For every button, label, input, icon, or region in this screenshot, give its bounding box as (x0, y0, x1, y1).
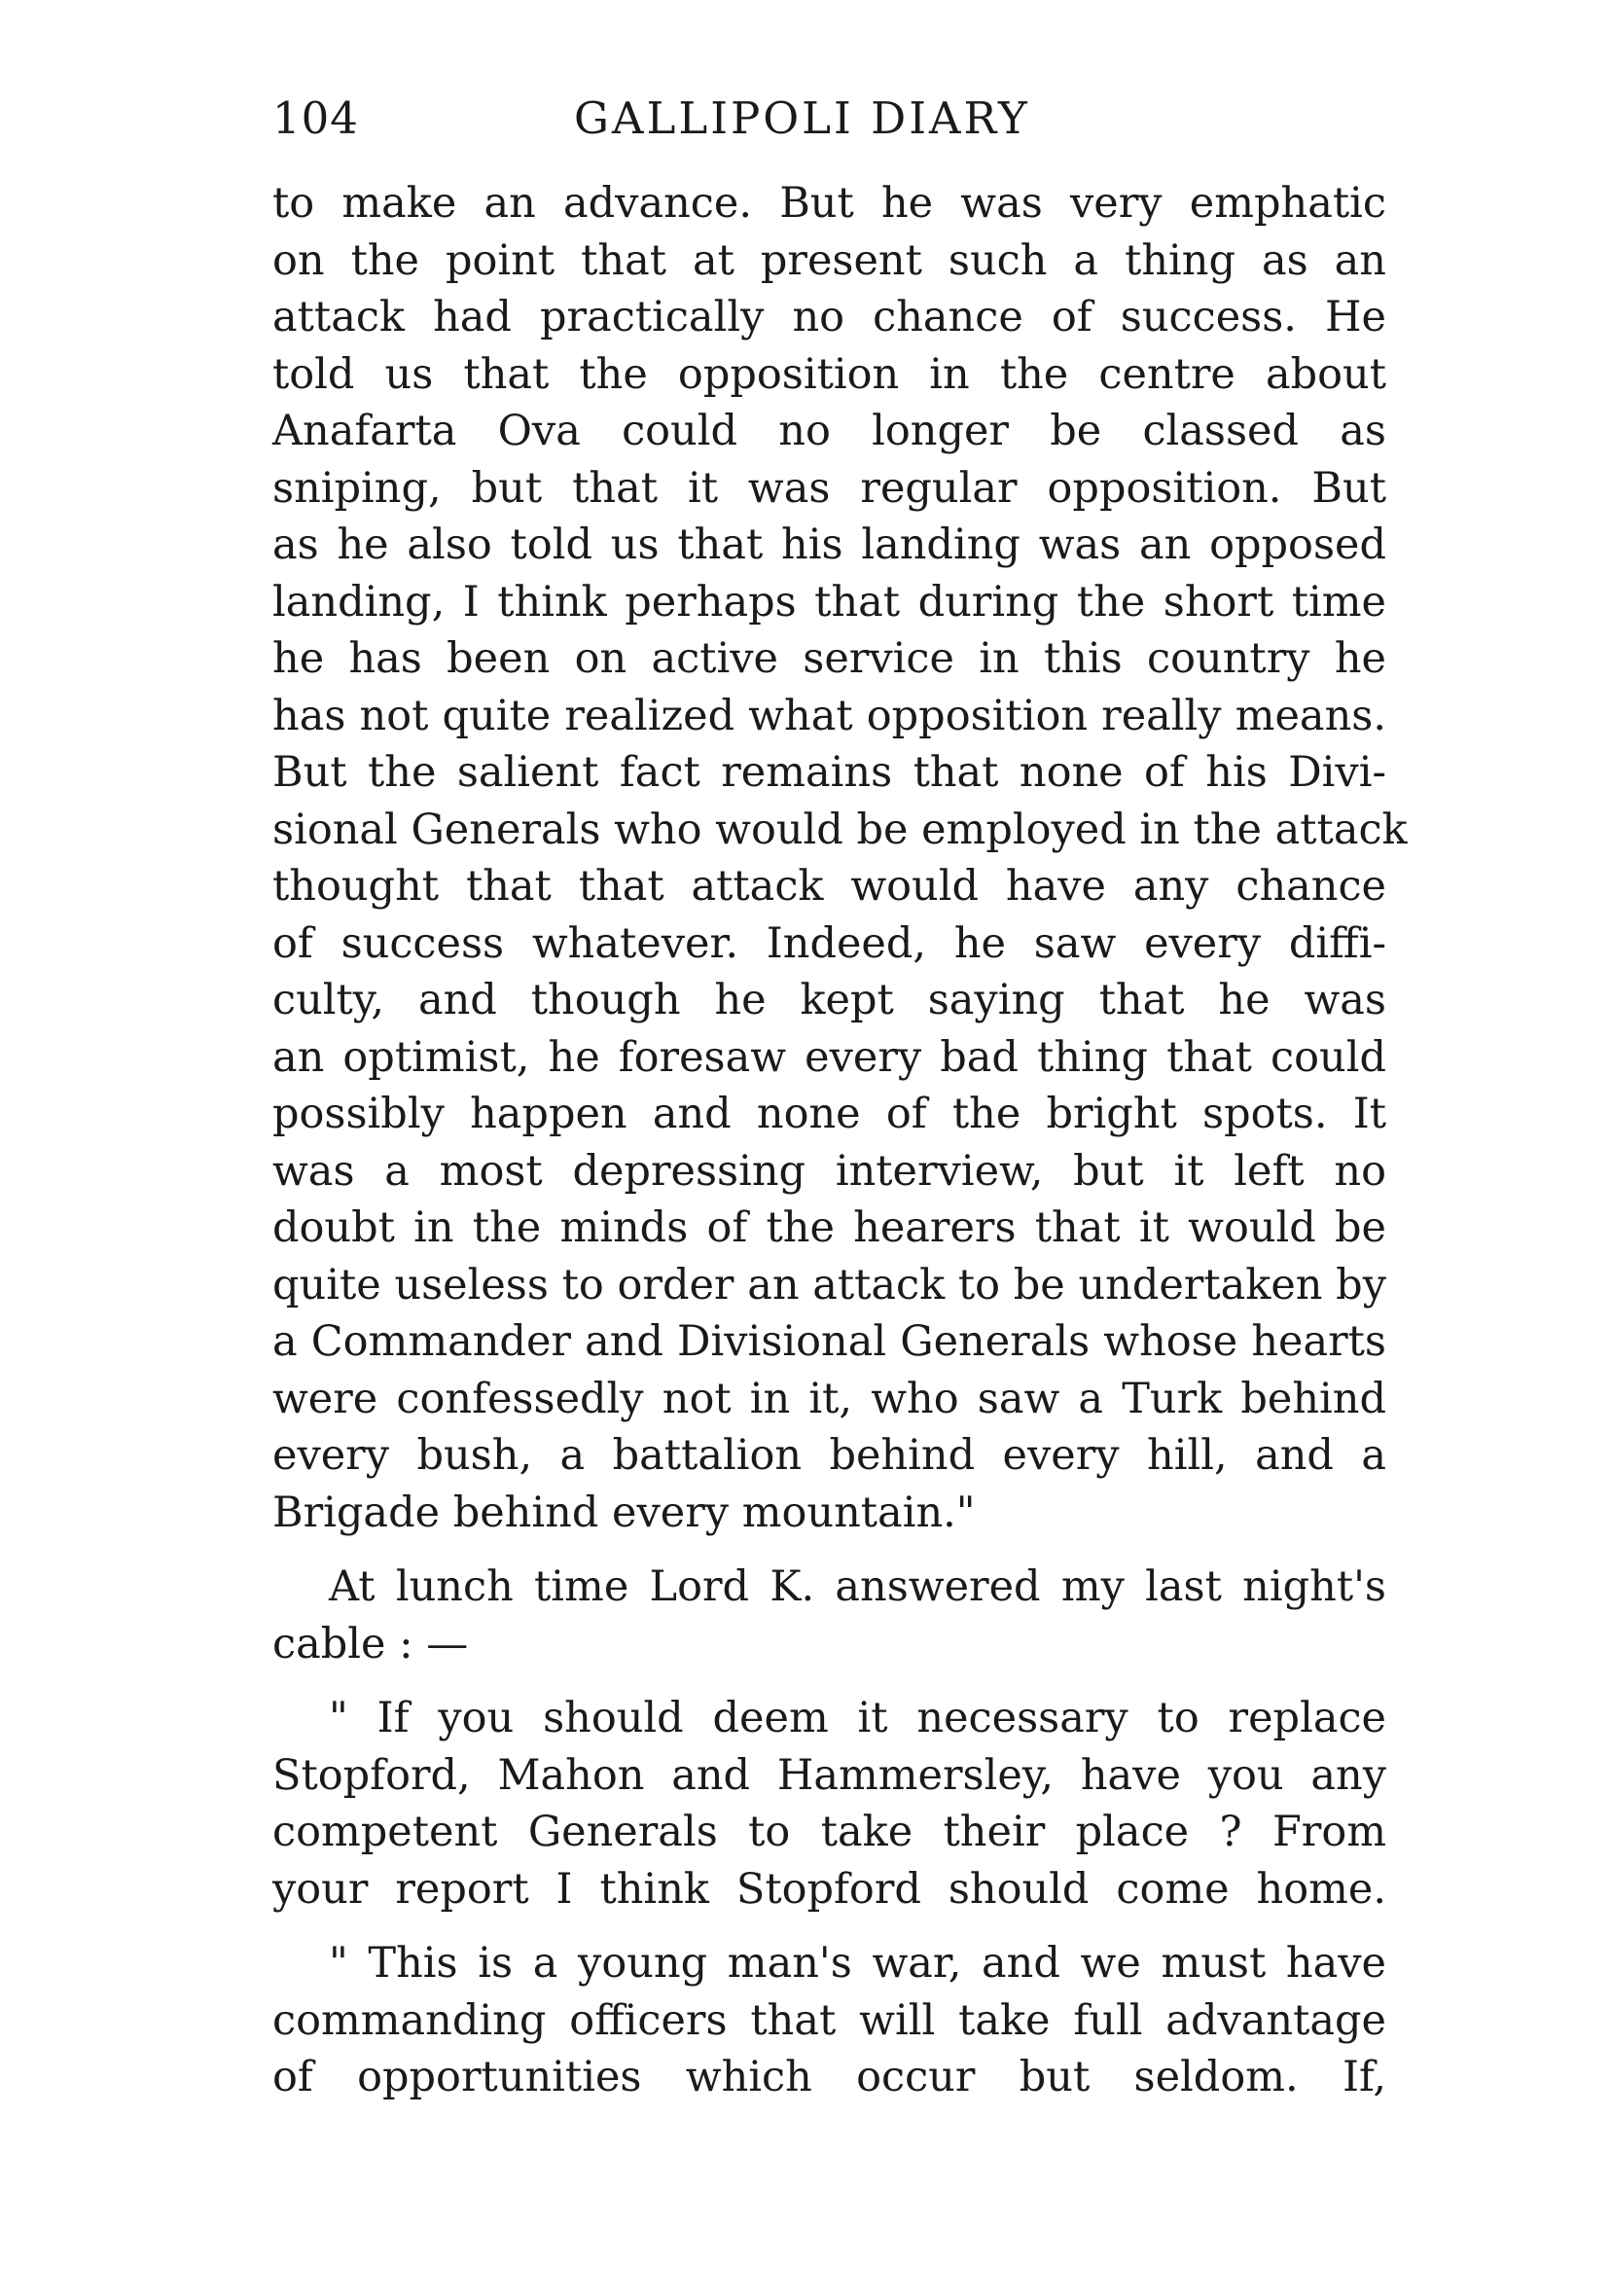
text-line: your report I think Stopford should come home. (272, 1864, 1386, 1914)
text-line: were confessedly not in it, who saw a Turk behind (272, 1374, 1386, 1423)
text-line: cable : — (272, 1619, 469, 1668)
text-line: doubt in the minds of the hearers that it would be (272, 1203, 1386, 1252)
text-line: Brigade behind every mountain." (272, 1488, 976, 1537)
text-line: on the point that at present such a thing as an (272, 235, 1386, 285)
paragraph-gap (272, 1918, 1386, 1935)
running-title: GALLIPOLI DIARY (574, 92, 1030, 144)
text-line: he has been on active service in this country he (272, 634, 1386, 683)
text-line: thought that that attack would have any chance (272, 862, 1386, 911)
text-line: of success whatever. Indeed, he saw every diffi- (272, 918, 1386, 968)
text-line: Anafarta Ova could no longer be classed as (272, 407, 1386, 455)
text-line: sniping, but that it was regular opposition. But (272, 463, 1386, 513)
paragraph-gap (272, 1541, 1386, 1559)
text-line: At lunch time Lord K. answered my last night's (329, 1562, 1386, 1611)
body-text (272, 175, 1408, 2106)
text-line: quite useless to order an attack to be undertaken by (272, 1260, 1386, 1309)
text-line: told us that the opposition in the centre about (272, 349, 1386, 399)
text-line: landing, I think perhaps that during the short time (272, 577, 1386, 627)
text-line: every bush, a battalion behind every hill, and a (272, 1431, 1386, 1480)
text-line: attack had practically no chance of success. He (272, 293, 1386, 341)
paragraph (272, 1559, 1386, 1672)
text-line: Stopford, Mahon and Hammersley, have you any (272, 1750, 1386, 1800)
text-line: was a most depressing interview, but it left no (272, 1146, 1386, 1196)
paragraph (272, 175, 1408, 1541)
text-line: commanding officers that will take full advantage (272, 1995, 1386, 2045)
text-line: culty, and though he kept saying that he was (272, 976, 1386, 1024)
text-line: " If you should deem it necessary to replace (329, 1694, 1386, 1742)
running-head (272, 90, 1372, 148)
text-line: has not quite realized what opposition really means. (272, 691, 1386, 740)
text-line: But the salient fact remains that none of his Divi- (272, 748, 1386, 797)
paragraph (272, 1935, 1386, 2106)
text-line: to make an advance. But he was very emphatic (272, 179, 1386, 228)
text-line: an optimist, he foresaw every bad thing that could (272, 1032, 1386, 1082)
text-line: sional Generals who would be employed in the attack (272, 805, 1408, 854)
text-line: a Commander and Divisional Generals whose hearts (272, 1317, 1386, 1366)
text-line: of opportunities which occur but seldom. If, (272, 2053, 1386, 2101)
paragraph-gap (272, 1672, 1386, 1690)
page-number: 104 (272, 92, 359, 144)
text-line: " This is a young man's war, and we must have (329, 1939, 1386, 1988)
text-line: possibly happen and none of the bright spots. It (272, 1090, 1386, 1138)
text-line: as he also told us that his landing was an opposed (272, 520, 1386, 569)
text-line: competent Generals to take their place ? From (272, 1808, 1386, 1856)
paragraph (272, 1690, 1386, 1918)
